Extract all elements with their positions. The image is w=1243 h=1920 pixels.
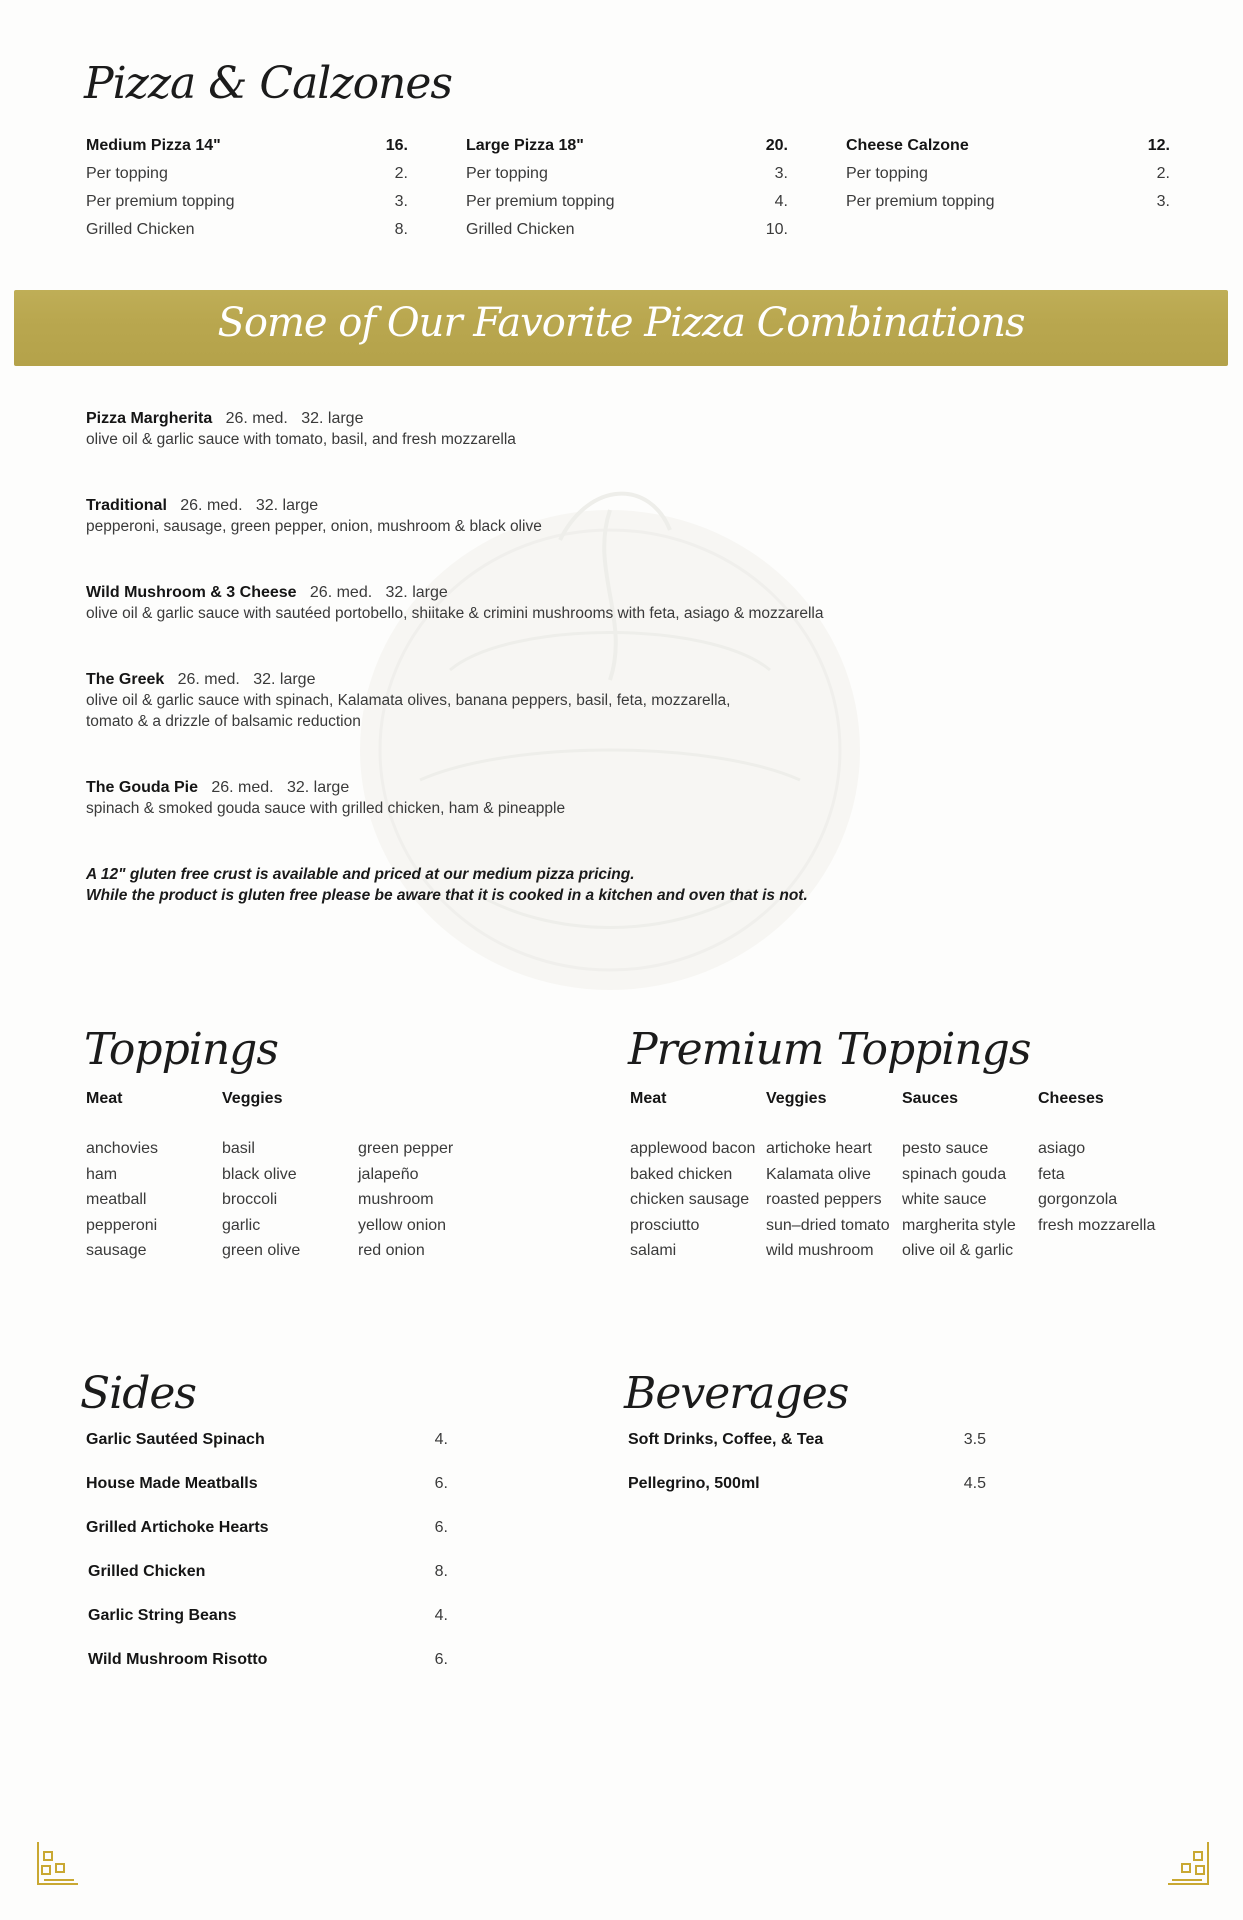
list-item: feta [1038,1165,1065,1183]
combination-prices: 26. med. 32. large [225,410,364,427]
list-item: mushroom [358,1191,434,1208]
toppings-header-veggies: Veggies [222,1090,283,1107]
side-name: Garlic Sautéed Spinach [86,1431,265,1448]
combination-name: The Gouda Pie [86,779,199,796]
list-item: applewood bacon [630,1140,756,1157]
list-item: anchovies [86,1140,159,1157]
premium-toppings-heading: Premium Toppings [628,1024,1031,1075]
combination-description: olive oil & garlic sauce with tomato, basil, and fresh mozzarella [86,431,516,448]
beverages-heading: Beverages [624,1368,849,1419]
menu-item-price: 8. [394,221,408,238]
menu-item-price: 3. [1156,193,1170,210]
combinations-banner [14,290,1228,366]
combination-item [86,582,823,624]
list-item: garlic [222,1216,261,1234]
side-price: 4. [434,1607,448,1624]
gluten-free-note [86,864,808,906]
side-price: 6. [434,1475,448,1492]
list-item: basil [222,1140,255,1157]
combination-prices: 26. med. 32. large [180,497,319,514]
menu-item-name: Per premium topping [846,193,995,210]
list-item: salami [630,1242,677,1259]
list-item: baked chicken [630,1165,733,1183]
premium-meat-list [630,1136,755,1264]
toppings-veggies-list [222,1136,300,1264]
combination-name: The Greek [86,671,165,688]
premium-cheeses-list [1038,1136,1155,1238]
list-item: artichoke heart [766,1140,872,1157]
list-item: spinach gouda [902,1165,1007,1183]
combination-item [86,777,565,819]
list-item: gorgonzola [1038,1191,1118,1208]
combination-description: olive oil & garlic sauce with sautéed portobello, shiitake & crimini mushrooms with feta, asiago & mozzarella [86,605,824,622]
toppings-meat-list [86,1136,158,1264]
list-item: fresh mozzarella [1038,1216,1156,1234]
combination-item [86,669,730,732]
toppings-heading: Toppings [84,1024,278,1075]
list-item: sausage [86,1242,147,1259]
beverage-name: Pellegrino, 500ml [628,1475,760,1492]
list-item: chicken sausage [630,1191,750,1208]
list-item: roasted peppers [766,1191,882,1208]
menu-item-name: Medium Pizza 14" [86,137,221,154]
menu-item-price: 3. [774,165,788,182]
list-item: pesto sauce [902,1140,989,1157]
menu-item-price: 12. [1147,137,1170,154]
menu-item-price: 20. [765,137,788,154]
premium-header-sauces: Sauces [902,1090,959,1107]
menu-item-name: Per topping [466,165,548,182]
combination-name: Traditional [86,497,167,514]
combination-description: pepperoni, sausage, green pepper, onion, mushroom & black olive [86,518,542,535]
sides-heading: Sides [80,1368,196,1419]
beverage-price: 3.5 [963,1431,986,1448]
combination-description: tomato & a drizzle of balsamic reduction [86,713,361,730]
combination-name: Pizza Margherita [86,410,213,427]
list-item: asiago [1038,1140,1086,1157]
menu-item-name: Per topping [86,165,168,182]
side-price: 8. [434,1563,448,1580]
combination-item [86,408,516,450]
menu-item-name: Per premium topping [86,193,235,210]
pizza-calzones-heading: Pizza & Calzones [84,58,453,109]
list-item: yellow onion [358,1216,447,1234]
menu-item-price: 3. [394,193,408,210]
menu-item-name: Grilled Chicken [466,221,575,238]
menu-item-name: Grilled Chicken [86,221,195,238]
beverage-name: Soft Drinks, Coffee, & Tea [628,1431,824,1448]
menu-item-price: 2. [394,165,408,182]
corner-ornament-left-icon [34,1840,80,1886]
toppings-header-meat: Meat [86,1090,123,1107]
menu-item-price: 16. [385,137,408,154]
side-price: 4. [434,1431,448,1448]
corner-ornament-right-icon [1166,1840,1212,1886]
side-name: Grilled Artichoke Hearts [86,1519,269,1536]
list-item: prosciutto [630,1216,700,1234]
combination-prices: 26. med. 32. large [309,584,448,601]
menu-item-price: 2. [1156,165,1170,182]
premium-header-cheeses: Cheeses [1038,1090,1104,1107]
beverage-price: 4.5 [963,1475,986,1492]
list-item: green pepper [358,1140,454,1157]
banner-title: Some of Our Favorite Pizza Combinations [217,300,1025,346]
premium-header-veggies: Veggies [766,1090,827,1107]
gluten-note-line: A 12" gluten free crust is available and priced at our medium pizza pricing. [86,866,635,883]
list-item: white sauce [902,1191,987,1208]
list-item: wild mushroom [766,1242,874,1259]
list-item: red onion [358,1242,425,1259]
menu-item-name: Per topping [846,165,928,182]
side-price: 6. [434,1519,448,1536]
combination-item [86,495,542,537]
premium-veggies-list [766,1136,890,1264]
combination-name: Wild Mushroom & 3 Cheese [86,584,297,601]
list-item: black olive [222,1165,297,1183]
combination-description: spinach & smoked gouda sauce with grilled chicken, ham & pineapple [86,800,566,817]
combination-prices: 26. med. 32. large [177,671,316,688]
combination-description: olive oil & garlic sauce with spinach, Kalamata olives, banana peppers, basil, feta, mozzarella, [86,692,731,709]
list-item: pepperoni [86,1216,158,1234]
list-item: sun–dried tomato [766,1216,890,1234]
list-item: broccoli [222,1191,278,1208]
side-name: Wild Mushroom Risotto [88,1651,268,1668]
toppings-veggies-list-2 [358,1136,453,1264]
list-item: olive oil & garlic [902,1242,1014,1259]
premium-sauces-list [902,1136,1016,1264]
menu-item-price: 4. [774,193,788,210]
gluten-note-line: While the product is gluten free please be aware that it is cooked in a kitchen and oven that is not. [86,887,808,904]
list-item: green olive [222,1242,301,1259]
list-item: margherita style [902,1216,1016,1234]
menu-item-price: 10. [765,221,788,238]
premium-header-meat: Meat [630,1090,667,1107]
side-price: 6. [434,1651,448,1668]
list-item: ham [86,1165,118,1183]
menu-item-name: Per premium topping [466,193,615,210]
combination-prices: 26. med. 32. large [211,779,350,796]
list-item: meatball [86,1191,147,1208]
menu-item-name: Cheese Calzone [846,137,969,154]
side-name: Grilled Chicken [88,1563,206,1580]
list-item: Kalamata olive [766,1165,871,1183]
menu-item-name: Large Pizza 18" [466,137,584,154]
side-name: House Made Meatballs [86,1475,258,1492]
side-name: Garlic String Beans [88,1607,237,1624]
list-item: jalapeño [358,1165,419,1183]
